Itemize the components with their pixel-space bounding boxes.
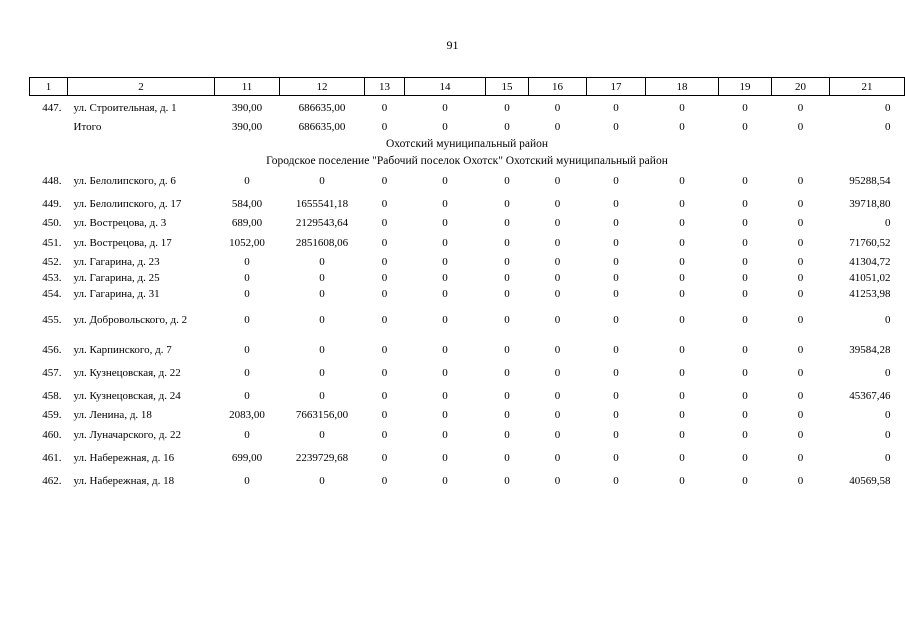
value-cell-19: 0 [742, 272, 748, 284]
value-cell-15: 0 [504, 314, 510, 326]
table-header [30, 78, 905, 96]
value-cell-14: 0 [442, 314, 448, 326]
value-cell-18: 0 [679, 314, 685, 326]
row-number: 447. [42, 101, 62, 114]
table-row [30, 254, 905, 270]
value-cell-19: 0 [742, 314, 748, 326]
value-cell-20: 0 [797, 101, 804, 114]
table-row [30, 469, 905, 492]
value-cell-18: 0 [679, 272, 685, 284]
value-cell-15: 0 [504, 409, 510, 421]
value-cell-14: 0 [442, 101, 448, 114]
value-cell-16: 0 [554, 217, 561, 229]
value-cell-12: 686635,00 [298, 101, 346, 114]
value-cell-20: 0 [797, 236, 804, 249]
row-number: 459. [42, 409, 62, 421]
table-row [30, 407, 905, 423]
value-cell-14: 0 [442, 236, 448, 249]
value-cell-18: 0 [679, 101, 685, 114]
value-cell-13: 0 [381, 121, 388, 133]
value-cell-12: 2851608,06 [295, 236, 349, 249]
address-cell: ул. Кузнецовская, д. 24 [73, 389, 181, 402]
value-cell-12: 0 [319, 272, 325, 284]
value-cell-21: 0 [885, 121, 891, 133]
value-cell-20: 0 [797, 343, 804, 356]
value-cell-13: 0 [381, 409, 388, 421]
value-cell-16: 0 [554, 256, 561, 268]
value-cell-13: 0 [381, 451, 388, 464]
table-row [30, 302, 905, 338]
value-cell-21: 0 [885, 451, 891, 464]
row-number: 462. [42, 474, 62, 487]
section-heading: Охотский муниципальный район [385, 137, 549, 150]
table-row [30, 96, 905, 120]
value-cell-18: 0 [679, 236, 685, 249]
value-cell-14: 0 [442, 451, 448, 464]
value-cell-17: 0 [613, 314, 619, 326]
value-cell-14: 0 [442, 409, 448, 421]
value-cell-15: 0 [504, 174, 510, 187]
column-header: 15 [486, 78, 529, 96]
address-cell: ул. Кузнецовская, д. 22 [73, 366, 181, 379]
value-cell-12: 0 [319, 174, 325, 187]
value-cell-13: 0 [381, 366, 388, 379]
value-cell-14: 0 [442, 121, 448, 133]
address-cell: ул. Вострецова, д. 3 [73, 217, 167, 229]
value-cell-15: 0 [504, 197, 510, 210]
column-header: 2 [68, 78, 215, 96]
value-cell-20: 0 [797, 256, 804, 268]
value-cell-17: 0 [613, 121, 619, 133]
address-cell: ул. Набережная, д. 18 [73, 474, 175, 487]
table-row [30, 338, 905, 361]
value-cell-20: 0 [797, 174, 804, 187]
data-table [29, 77, 905, 492]
row-number: 460. [42, 428, 62, 441]
column-header: 19 [719, 78, 772, 96]
value-cell-11: 0 [244, 174, 250, 187]
value-cell-15: 0 [504, 236, 510, 249]
column-header: 1 [30, 78, 68, 96]
table-row [30, 119, 905, 135]
row-number: 450. [42, 217, 62, 229]
value-cell-13: 0 [381, 256, 388, 268]
value-cell-11: 0 [244, 314, 250, 326]
value-cell-17: 0 [613, 174, 619, 187]
value-cell-13: 0 [381, 272, 388, 284]
value-cell-18: 0 [679, 428, 685, 441]
address-cell: ул. Белолипского, д. 17 [73, 197, 182, 210]
value-cell-16: 0 [554, 272, 561, 284]
row-number: 448. [42, 174, 62, 187]
value-cell-13: 0 [381, 314, 388, 326]
address-cell: ул. Вострецова, д. 17 [73, 236, 172, 249]
value-cell-17: 0 [613, 288, 619, 300]
value-cell-20: 0 [797, 409, 804, 421]
value-cell-21: 0 [885, 428, 891, 441]
value-cell-12: 0 [319, 256, 325, 268]
column-header: 20 [772, 78, 830, 96]
value-cell-14: 0 [442, 428, 448, 441]
value-cell-12: 1655541,18 [295, 197, 349, 210]
value-cell-14: 0 [442, 389, 448, 402]
page-number: 91 [446, 38, 459, 52]
value-cell-16: 0 [554, 314, 561, 326]
value-cell-20: 0 [797, 272, 804, 284]
value-cell-13: 0 [381, 217, 388, 229]
value-cell-14: 0 [442, 174, 448, 187]
table-row [30, 169, 905, 192]
value-cell-12: 0 [319, 428, 325, 441]
column-header: 13 [365, 78, 405, 96]
value-cell-13: 0 [381, 343, 388, 356]
value-cell-18: 0 [679, 366, 685, 379]
value-cell-11: 699,00 [231, 451, 263, 464]
value-cell-11: 0 [244, 389, 250, 402]
value-cell-18: 0 [679, 288, 685, 300]
value-cell-19: 0 [742, 409, 748, 421]
address-cell: ул. Добровольского, д. 2 [73, 314, 188, 326]
column-header: 14 [405, 78, 486, 96]
value-cell-11: 0 [244, 256, 250, 268]
value-cell-17: 0 [613, 197, 619, 210]
value-cell-19: 0 [742, 236, 748, 249]
address-cell: Итого [73, 121, 102, 133]
value-cell-19: 0 [742, 174, 748, 187]
address-cell: ул. Карпинского, д. 7 [73, 343, 172, 356]
value-cell-19: 0 [742, 428, 748, 441]
table-row [30, 231, 905, 254]
value-cell-11: 390,00 [231, 101, 263, 114]
row-number: 453. [42, 272, 62, 284]
value-cell-11: 0 [244, 272, 250, 284]
value-cell-17: 0 [613, 272, 619, 284]
value-cell-12: 0 [319, 343, 325, 356]
value-cell-20: 0 [797, 197, 804, 210]
value-cell-20: 0 [797, 217, 804, 229]
value-cell-12: 2239729,68 [295, 451, 349, 464]
value-cell-12: 2129543,64 [295, 217, 349, 229]
value-cell-21: 41253,98 [849, 288, 891, 300]
row-number: 451. [42, 236, 62, 249]
value-cell-21: 95288,54 [849, 174, 891, 187]
value-cell-15: 0 [504, 101, 510, 114]
address-cell: ул. Белолипского, д. 6 [73, 174, 176, 187]
table-row [30, 361, 905, 384]
value-cell-16: 0 [554, 451, 561, 464]
column-header: 18 [646, 78, 719, 96]
value-cell-12: 0 [319, 474, 325, 487]
value-cell-17: 0 [613, 474, 619, 487]
value-cell-13: 0 [381, 474, 388, 487]
value-cell-19: 0 [742, 366, 748, 379]
value-cell-16: 0 [554, 474, 561, 487]
value-cell-11: 390,00 [231, 121, 263, 133]
value-cell-21: 0 [885, 101, 891, 114]
row-number [30, 119, 68, 135]
value-cell-16: 0 [554, 366, 561, 379]
column-header: 17 [587, 78, 646, 96]
value-cell-21: 45367,46 [849, 389, 891, 402]
value-cell-18: 0 [679, 451, 685, 464]
value-cell-17: 0 [613, 217, 619, 229]
value-cell-12: 0 [319, 288, 325, 300]
value-cell-20: 0 [797, 366, 804, 379]
value-cell-17: 0 [613, 236, 619, 249]
value-cell-17: 0 [613, 451, 619, 464]
value-cell-21: 39718,80 [849, 197, 891, 210]
value-cell-12: 7663156,00 [295, 409, 349, 421]
table-row [30, 286, 905, 302]
value-cell-21: 41051,02 [849, 272, 891, 284]
value-cell-20: 0 [797, 389, 804, 402]
value-cell-20: 0 [797, 288, 804, 300]
address-cell: ул. Гагарина, д. 23 [73, 256, 160, 268]
row-number: 449. [42, 197, 62, 210]
table-row [30, 446, 905, 469]
value-cell-11: 689,00 [231, 217, 263, 229]
value-cell-15: 0 [504, 389, 510, 402]
value-cell-15: 0 [504, 474, 510, 487]
value-cell-11: 0 [244, 366, 250, 379]
value-cell-19: 0 [742, 451, 748, 464]
column-header: 16 [529, 78, 587, 96]
value-cell-14: 0 [442, 197, 448, 210]
value-cell-15: 0 [504, 256, 510, 268]
value-cell-14: 0 [442, 366, 448, 379]
address-cell: ул. Гагарина, д. 31 [73, 288, 160, 300]
value-cell-13: 0 [381, 389, 388, 402]
value-cell-18: 0 [679, 474, 685, 487]
value-cell-19: 0 [742, 217, 748, 229]
value-cell-16: 0 [554, 174, 561, 187]
address-cell: ул. Луначарского, д. 22 [73, 428, 181, 441]
column-header: 21 [830, 78, 905, 96]
value-cell-14: 0 [442, 288, 448, 300]
value-cell-13: 0 [381, 288, 388, 300]
row-number: 456. [42, 343, 62, 356]
value-cell-17: 0 [613, 343, 619, 356]
value-cell-21: 0 [885, 366, 891, 379]
value-cell-15: 0 [504, 428, 510, 441]
table-row [30, 423, 905, 446]
value-cell-17: 0 [613, 366, 619, 379]
value-cell-19: 0 [742, 288, 748, 300]
value-cell-16: 0 [554, 409, 561, 421]
value-cell-16: 0 [554, 288, 561, 300]
value-cell-18: 0 [679, 343, 685, 356]
value-cell-13: 0 [381, 174, 388, 187]
address-cell: ул. Ленина, д. 18 [73, 409, 152, 421]
value-cell-16: 0 [554, 197, 561, 210]
value-cell-14: 0 [442, 272, 448, 284]
value-cell-19: 0 [742, 343, 748, 356]
table-body [30, 96, 905, 493]
row-number: 452. [42, 256, 62, 268]
value-cell-16: 0 [554, 101, 561, 114]
value-cell-16: 0 [554, 343, 561, 356]
value-cell-13: 0 [381, 197, 388, 210]
table-row [30, 270, 905, 286]
value-cell-18: 0 [679, 197, 685, 210]
value-cell-11: 0 [244, 288, 250, 300]
value-cell-20: 0 [797, 428, 804, 441]
value-cell-21: 0 [885, 314, 891, 326]
address-cell: ул. Строительная, д. 1 [73, 101, 177, 114]
value-cell-16: 0 [554, 389, 561, 402]
section-heading-row [30, 152, 905, 169]
value-cell-18: 0 [679, 174, 685, 187]
value-cell-13: 0 [381, 236, 388, 249]
value-cell-19: 0 [742, 256, 748, 268]
row-number: 454. [42, 288, 62, 300]
value-cell-18: 0 [679, 217, 685, 229]
value-cell-17: 0 [613, 428, 619, 441]
value-cell-19: 0 [742, 101, 748, 114]
value-cell-12: 686635,00 [298, 121, 346, 133]
value-cell-15: 0 [504, 121, 510, 133]
value-cell-12: 0 [319, 366, 325, 379]
value-cell-21: 39584,28 [849, 343, 891, 356]
value-cell-17: 0 [613, 389, 619, 402]
value-cell-18: 0 [679, 389, 685, 402]
value-cell-17: 0 [613, 409, 619, 421]
value-cell-16: 0 [554, 236, 561, 249]
row-number: 461. [42, 451, 62, 464]
value-cell-11: 0 [244, 343, 250, 356]
table-row [30, 215, 905, 231]
value-cell-14: 0 [442, 343, 448, 356]
value-cell-11: 0 [244, 428, 250, 441]
value-cell-17: 0 [613, 101, 619, 114]
value-cell-21: 40569,58 [849, 474, 891, 487]
value-cell-20: 0 [797, 121, 804, 133]
column-header: 12 [280, 78, 365, 96]
value-cell-12: 0 [319, 314, 325, 326]
value-cell-15: 0 [504, 451, 510, 464]
value-cell-19: 0 [742, 474, 748, 487]
row-number: 457. [42, 366, 62, 379]
value-cell-20: 0 [797, 314, 804, 326]
value-cell-11: 0 [244, 474, 250, 487]
value-cell-15: 0 [504, 288, 510, 300]
value-cell-18: 0 [679, 409, 685, 421]
value-cell-15: 0 [504, 217, 510, 229]
address-cell: ул. Гагарина, д. 25 [73, 272, 160, 284]
value-cell-20: 0 [797, 474, 804, 487]
value-cell-13: 0 [381, 101, 388, 114]
value-cell-11: 2083,00 [229, 409, 265, 421]
value-cell-19: 0 [742, 389, 748, 402]
value-cell-12: 0 [319, 389, 325, 402]
column-header: 11 [215, 78, 280, 96]
value-cell-11: 1052,00 [229, 236, 265, 249]
row-number: 455. [42, 314, 62, 326]
section-heading: Городское поселение "Рабочий поселок Охотск" Охотский муниципальный район [266, 154, 668, 167]
value-cell-14: 0 [442, 474, 448, 487]
table-row [30, 384, 905, 407]
value-cell-13: 0 [381, 428, 388, 441]
value-cell-14: 0 [442, 217, 448, 229]
value-cell-21: 71760,52 [849, 236, 891, 249]
value-cell-19: 0 [742, 121, 748, 133]
row-number: 458. [42, 389, 62, 402]
table-row [30, 192, 905, 215]
value-cell-11: 584,00 [231, 197, 263, 210]
value-cell-18: 0 [679, 256, 685, 268]
value-cell-21: 0 [885, 409, 891, 421]
value-cell-16: 0 [554, 121, 561, 133]
value-cell-21: 0 [885, 217, 891, 229]
value-cell-21: 41304,72 [849, 256, 891, 268]
value-cell-15: 0 [504, 272, 510, 284]
value-cell-14: 0 [442, 256, 448, 268]
value-cell-17: 0 [613, 256, 619, 268]
address-cell: ул. Набережная, д. 16 [73, 451, 175, 464]
value-cell-18: 0 [679, 121, 685, 133]
section-heading-row [30, 135, 905, 152]
value-cell-19: 0 [742, 197, 748, 210]
value-cell-15: 0 [504, 343, 510, 356]
value-cell-15: 0 [504, 366, 510, 379]
value-cell-16: 0 [554, 428, 561, 441]
value-cell-20: 0 [797, 451, 804, 464]
